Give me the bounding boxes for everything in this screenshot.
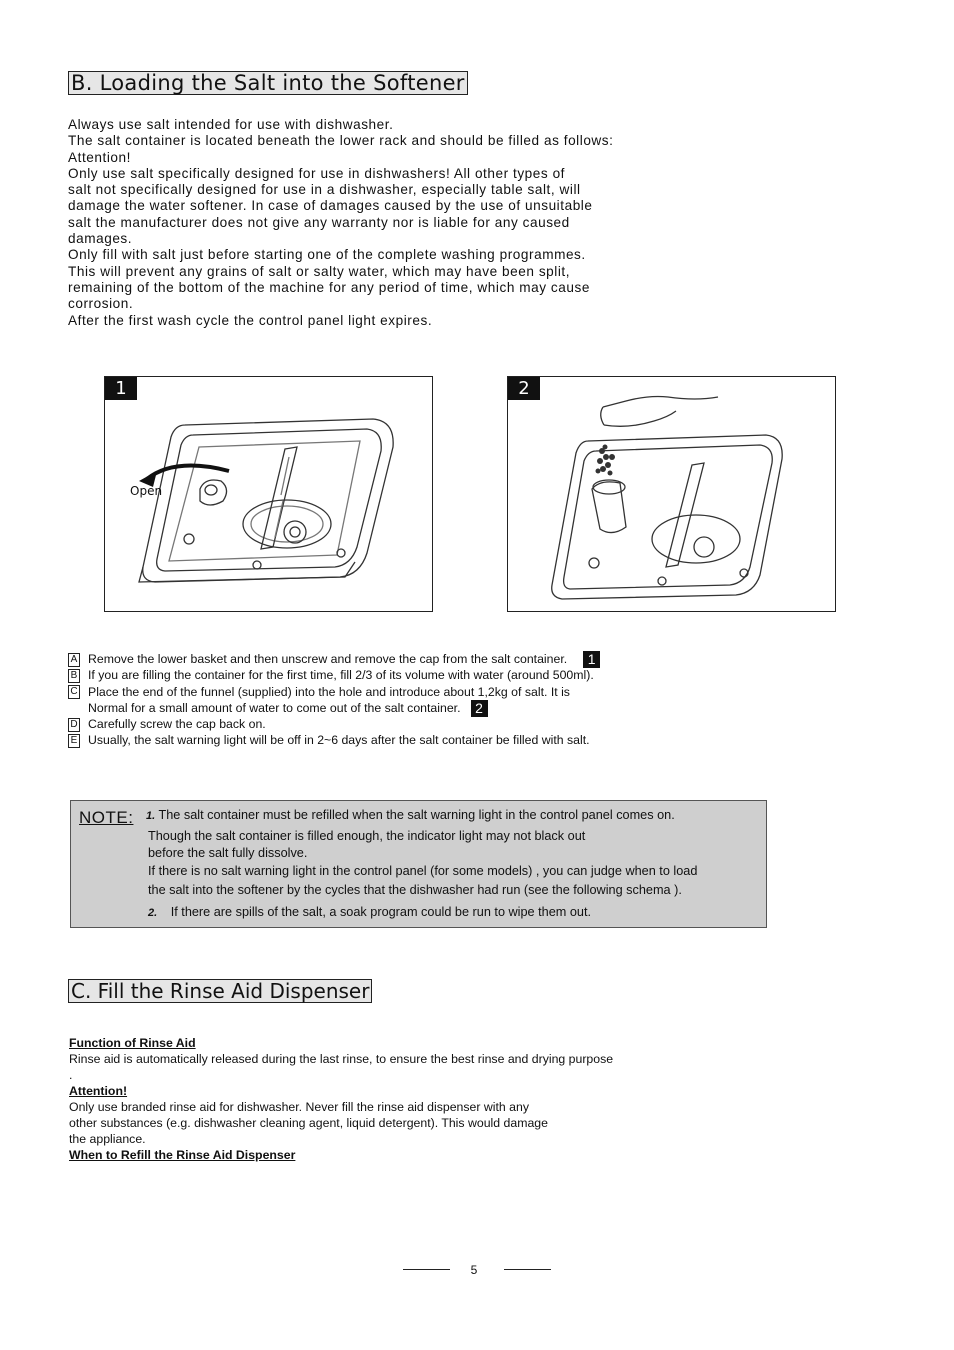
note-item-1 xyxy=(146,808,675,822)
step-d xyxy=(68,716,600,732)
step-e xyxy=(68,732,600,748)
intro-line: damage the water softener. In case of damages caused by the use of unsuitable xyxy=(68,198,593,214)
open-label: Open xyxy=(130,484,163,498)
step-c xyxy=(68,684,600,700)
intro-line: corrosion. xyxy=(68,296,134,312)
note-text: The salt container must be refilled when the salt warning light in the control panel comes on. xyxy=(158,808,675,822)
intro-line: salt the manufacturer does not give any warranty nor is liable for any caused xyxy=(68,214,570,230)
figure-ref-badge: 2 xyxy=(471,700,488,717)
function-text: Rinse aid is automatically released during the last rinse, to ensure the best rinse and drying purpose xyxy=(69,1052,614,1066)
step-letter: D xyxy=(68,718,80,732)
step-text: Carefully screw the cap back on. xyxy=(88,717,266,732)
note-label: NOTE: xyxy=(79,808,134,827)
attention-heading: Attention! xyxy=(69,1084,128,1098)
intro-line: After the first wash cycle the control panel light expires. xyxy=(68,312,433,328)
intro-line: Always use salt intended for use with dishwasher. xyxy=(68,117,394,132)
step-letter: E xyxy=(68,734,80,748)
attention-line: Only use branded rinse aid for dishwasher. Never fill the rinse aid dispenser with any xyxy=(69,1100,530,1114)
footer-rule-left xyxy=(403,1269,450,1270)
dishwasher-tub-illustration xyxy=(105,377,432,611)
step-letter: C xyxy=(68,685,80,699)
intro-line: salt not specifically designed for use in a dishwasher, especially table salt, will xyxy=(68,182,581,198)
function-dot: . xyxy=(69,1068,73,1082)
step-text: Place the end of the funnel (supplied) into the hole and introduce about 1,2kg of salt. It is xyxy=(88,684,570,699)
note-text: the salt into the softener by the cycles that the dishwasher had run (see the following schema ). xyxy=(148,883,682,897)
note-box xyxy=(70,800,767,928)
intro-line: damages. xyxy=(68,231,133,247)
step-text: Normal for a small amount of water to come out of the salt container. xyxy=(88,700,461,715)
step-b xyxy=(68,667,600,683)
note-item-2 xyxy=(148,905,591,919)
page-number: 5 xyxy=(470,1263,478,1277)
note-text: If there is no salt warning light in the control panel (for some models) , you can judge when to load xyxy=(148,864,698,878)
intro-line: Attention! xyxy=(68,149,131,165)
figure-ref-badge: 1 xyxy=(583,651,600,668)
note-text: If there are spills of the salt, a soak program could be run to wipe them out. xyxy=(170,905,592,919)
refill-heading: When to Refill the Rinse Aid Dispenser xyxy=(69,1148,296,1162)
intro-line: The salt container is located beneath the lower rack and should be filled as follows: xyxy=(68,133,614,149)
function-heading: Function of Rinse Aid xyxy=(69,1036,196,1050)
note-text: Though the salt container is filled enough, the indicator light may not black out xyxy=(148,829,586,843)
intro-line: Only fill with salt just before starting one of the complete washing programmes. xyxy=(68,247,586,263)
footer-rule-right xyxy=(504,1269,551,1270)
attention-line: the appliance. xyxy=(69,1132,146,1146)
note-number: 1. xyxy=(146,810,156,822)
section-b-title: B. Loading the Salt into the Softener xyxy=(68,71,468,95)
note-text: before the salt fully dissolve. xyxy=(148,846,308,860)
figure-1 xyxy=(104,376,433,612)
step-text: Remove the lower basket and then unscrew and remove the cap from the salt container. xyxy=(88,652,568,666)
figure-2-number: 2 xyxy=(508,377,540,400)
step-letter: A xyxy=(68,653,80,667)
step-c-continued xyxy=(68,700,600,716)
intro-text xyxy=(68,117,688,329)
figure-1-number: 1 xyxy=(105,377,137,400)
intro-line: Only use salt specifically designed for use in dishwashers! All other types of xyxy=(68,165,566,181)
step-letter: B xyxy=(68,669,80,683)
intro-line: This will prevent any grains of salt or salty water, which may have been split, xyxy=(68,263,571,279)
rinse-aid-text xyxy=(69,1035,613,1163)
note-number: 2. xyxy=(148,907,158,919)
step-text: If you are filling the container for the first time, fill 2/3 of its volume with water (around 500ml). xyxy=(88,668,594,683)
salt-funnel-illustration xyxy=(508,377,835,611)
salt-steps-list xyxy=(68,651,600,749)
figure-2 xyxy=(507,376,836,612)
section-c-title: C. Fill the Rinse Aid Dispenser xyxy=(68,979,372,1003)
intro-line: remaining of the bottom of the machine for any period of time, which may cause xyxy=(68,279,590,295)
step-text: Usually, the salt warning light will be off in 2~6 days after the salt container be filled with salt. xyxy=(88,733,590,748)
step-a xyxy=(68,651,600,667)
attention-line: other substances (e.g. dishwasher cleaning agent, liquid detergent). This would damage xyxy=(69,1116,548,1130)
